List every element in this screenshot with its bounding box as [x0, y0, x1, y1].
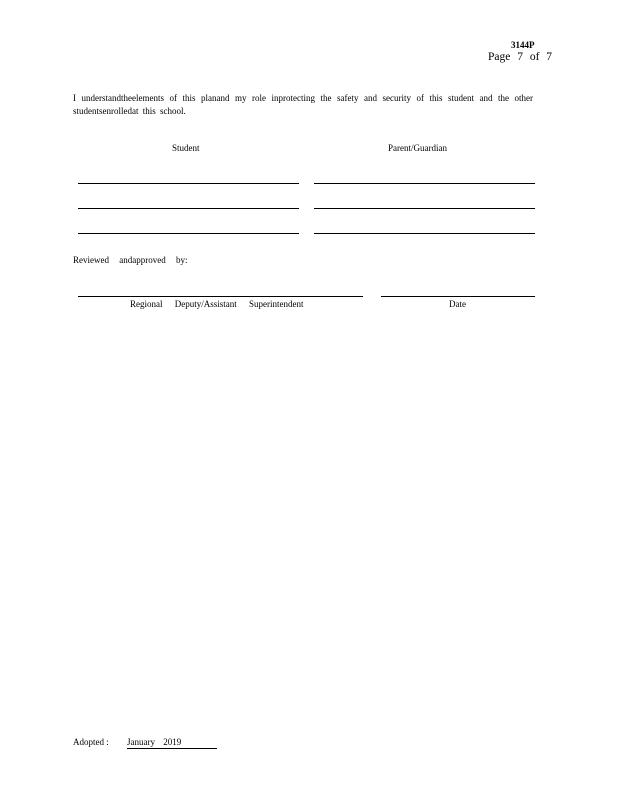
official-signature-line[interactable] [78, 296, 363, 297]
parent-column-label: Parent/Guardian [388, 143, 447, 153]
student-signature-line-3[interactable] [78, 233, 299, 234]
official-caption: Regional Deputy/Assistant Superintendent [130, 299, 304, 309]
date-line[interactable] [381, 296, 535, 297]
parent-signature-line-3[interactable] [314, 233, 535, 234]
student-column-label: Student [172, 143, 200, 153]
student-signature-line-2[interactable] [78, 208, 299, 209]
adopted-label: Adopted : [73, 737, 109, 747]
student-signature-line-1[interactable] [78, 183, 299, 184]
policy-code: 3144P [511, 40, 535, 50]
page-number: Page 7 of 7 [488, 51, 553, 63]
acknowledgement-statement: I understandtheelements of this planand my role inprotecting the safety and security of this student and the other studentsenrolledat this school. [73, 93, 533, 116]
reviewed-approved-label: Reviewed andapproved by: [73, 255, 188, 265]
parent-signature-line-1[interactable] [314, 183, 535, 184]
date-caption: Date [449, 299, 466, 309]
parent-signature-line-2[interactable] [314, 208, 535, 209]
adopted-date: January 2019 [127, 737, 217, 749]
